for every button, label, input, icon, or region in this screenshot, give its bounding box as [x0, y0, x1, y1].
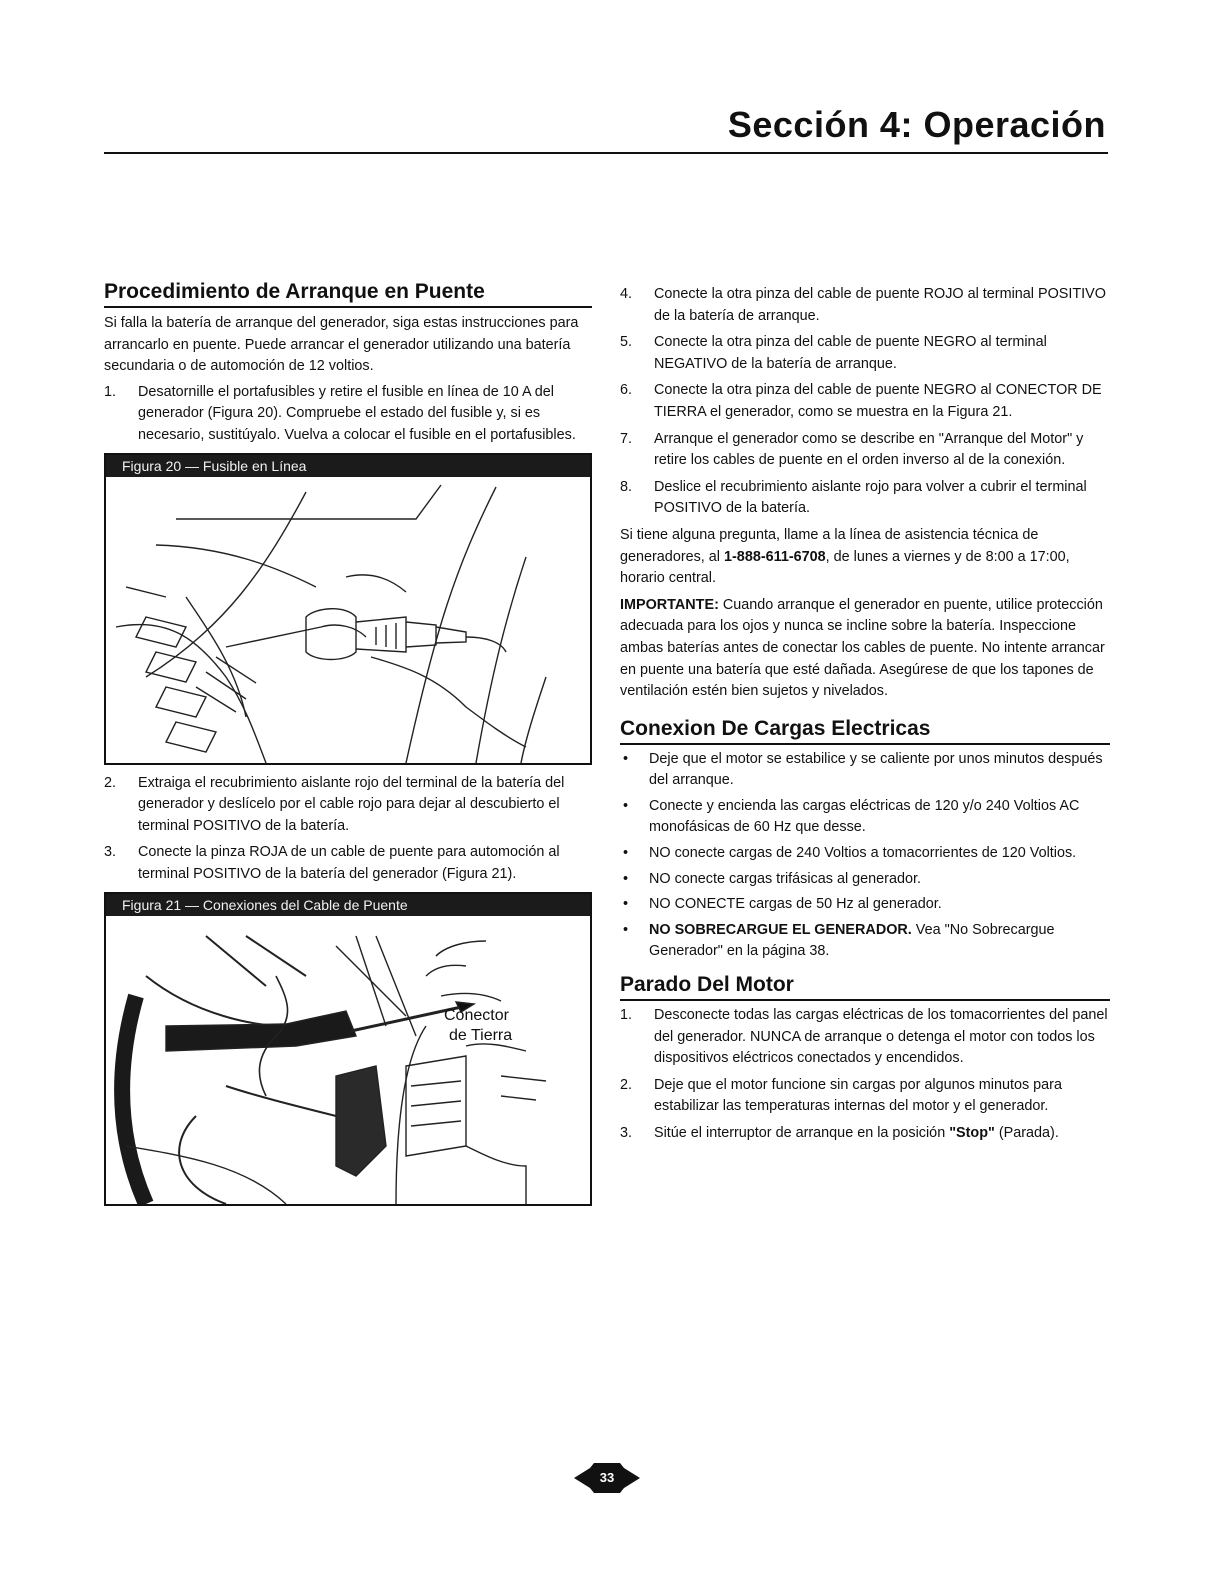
right-column — [620, 280, 1110, 1150]
bullet-text: Deje que el motor se estabilice y se caliente por unos minutos después del arranque. — [649, 750, 1103, 789]
step-text: Deje que el motor funcione sin cargas por algunos minutos para estabilizar las temperaturas internas del motor y el generador. — [654, 1076, 1062, 1115]
list-item — [104, 842, 592, 885]
page-number: 33 — [599, 1470, 615, 1485]
ground-connector-label-line1: Conector — [444, 1006, 509, 1024]
step-text: Conecte la otra pinza del cable de puente ROJO al terminal POSITIVO de la batería de arranque. — [654, 286, 1106, 324]
jump-steps-a — [104, 382, 592, 447]
section-title: Sección 4: Operación — [727, 104, 1106, 145]
stop-heading: Parado Del Motor — [620, 973, 1110, 1001]
list-item — [620, 380, 1110, 423]
list-item — [620, 869, 1110, 891]
inline-fuse-illustration — [106, 477, 590, 763]
overload-reference: Vea "No Sobrecargue Generador" en la página 38. — [649, 921, 1055, 960]
figure-21 — [104, 892, 592, 1206]
bullet-text: Conecte y encienda las cargas eléctricas de 120 y/o 240 Voltios AC monofásicas de 60 Hz que desse. — [649, 797, 1080, 836]
step-text: Arranque el generador como se describe en "Arranque del Motor" y retire los cables de puente en el orden inverso al de la conexión. — [654, 430, 1084, 469]
support-text-before: Si tiene alguna pregunta, llame a la línea de asistencia técnica de generadores, al — [620, 526, 1039, 565]
step-number: 7. — [620, 430, 633, 447]
page-number-badge — [572, 1459, 642, 1497]
loads-list — [620, 749, 1110, 963]
title-rule — [104, 152, 1108, 154]
stop-steps — [620, 1005, 1110, 1145]
overload-warning: NO SOBRECARGUE EL GENERADOR. — [649, 921, 912, 938]
step-text: Conecte la pinza ROJA de un cable de puente para automoción al terminal POSITIVO de la batería del generador (Figura 21). — [138, 844, 560, 882]
list-item — [620, 1075, 1110, 1118]
support-phone: 1-888-611-6708 — [724, 548, 826, 565]
step-text-before: Sitúe el interruptor de arranque en la posición — [654, 1125, 950, 1141]
jump-steps-b — [104, 773, 592, 886]
bullet: • — [623, 896, 629, 913]
support-paragraph — [620, 525, 1110, 590]
step-text-after: (Parada). — [994, 1125, 1059, 1141]
list-item — [620, 796, 1110, 839]
step-number: 2. — [620, 1076, 633, 1093]
list-item — [620, 477, 1110, 520]
important-label: IMPORTANTE: — [620, 596, 719, 613]
step-text: Extraiga el recubrimiento aislante rojo del terminal de la batería del generador y deslícelo por el cable rojo para dejar al descubierto el terminal POSITIVO de la batería. — [138, 774, 565, 834]
bullet: • — [623, 797, 629, 814]
jump-start-heading: Procedimiento de Arranque en Puente — [104, 280, 592, 308]
bullet: • — [623, 750, 629, 767]
list-item — [104, 773, 592, 838]
list-item — [620, 894, 1110, 916]
list-item — [620, 1005, 1110, 1070]
step-text: Conecte la otra pinza del cable de puente NEGRO al CONECTOR DE TIERRA el generador, como se muestra en la Figura 21. — [654, 382, 1102, 420]
figure-21-caption: Figura 21 — Conexiones del Cable de Puente — [106, 894, 590, 916]
support-text-after: , de lunes a viernes y de 8:00 a 17:00, horario central. — [620, 548, 1070, 587]
jumper-cable-illustration — [106, 916, 590, 1204]
list-item — [620, 749, 1110, 792]
step-text: Deslice el recubrimiento aislante rojo para volver a cubrir el terminal POSITIVO de la batería. — [654, 478, 1087, 517]
step-number: 5. — [620, 334, 633, 351]
list-item — [104, 382, 592, 447]
step-number: 6. — [620, 382, 633, 399]
stop-position: "Stop" — [949, 1125, 995, 1141]
bullet-text: NO conecte cargas trifásicas al generador. — [649, 870, 921, 887]
jump-start-intro: Si falla la batería de arranque del generador, siga estas instrucciones para arrancarlo en puente. Puede arrancar el generador utilizando una batería secundaria o de automoción de 12 voltios. — [104, 315, 579, 375]
step-text: Conecte la otra pinza del cable de puente NEGRO al terminal NEGATIVO de la batería de arranque. — [654, 334, 1047, 372]
step-number: 3. — [620, 1125, 633, 1141]
list-item — [620, 429, 1110, 472]
step-number: 1. — [620, 1007, 633, 1024]
ground-connector-label-line2: de Tierra — [449, 1026, 513, 1044]
step-number: 2. — [104, 774, 117, 791]
list-item — [620, 920, 1110, 963]
bullet-text: NO CONECTE cargas de 50 Hz al generador. — [649, 896, 942, 913]
list-item — [620, 332, 1110, 375]
important-text: Cuando arranque el generador en puente, utilice protección adecuada para los ojos y nunca se incline sobre la batería. Inspeccione ambas baterías antes de conectar los cables de puente. No intente arrancar en puente una batería que esté dañada. Asegúrese de que los tapones de ventilación estén bien sujetos y nivelados. — [620, 596, 1105, 700]
loads-heading: Conexion De Cargas Electricas — [620, 717, 1110, 745]
bullet: • — [623, 845, 629, 862]
step-text: Desconecte todas las cargas eléctricas de los tomacorrientes del panel del generador. NUNCA de arranque o detenga el motor con todos los dispositivos eléctricos conectados y encendidos. — [654, 1007, 1108, 1067]
list-item — [620, 284, 1110, 327]
step-number: 1. — [104, 383, 117, 400]
step-text: Desatornille el portafusibles y retire el fusible en línea de 10 A del generador (Figura 20). Compruebe el estado del fusible y, si es necesario, sustitúyalo. Vuelva a colocar el fusible en el portafusibles. — [138, 383, 576, 443]
bullet: • — [623, 921, 629, 938]
jump-steps-c — [620, 284, 1110, 520]
step-number: 3. — [104, 844, 117, 861]
figure-20-caption: Figura 20 — Fusible en Línea — [106, 455, 590, 477]
list-item — [620, 843, 1110, 865]
step-number: 4. — [620, 286, 633, 302]
step-number: 8. — [620, 478, 633, 495]
list-item — [620, 1123, 1110, 1145]
important-paragraph — [620, 595, 1110, 703]
bullet: • — [623, 870, 629, 887]
figure-20 — [104, 453, 592, 765]
bullet-text: NO conecte cargas de 240 Voltios a tomacorrientes de 120 Voltios. — [649, 845, 1077, 862]
left-column — [104, 280, 592, 1214]
